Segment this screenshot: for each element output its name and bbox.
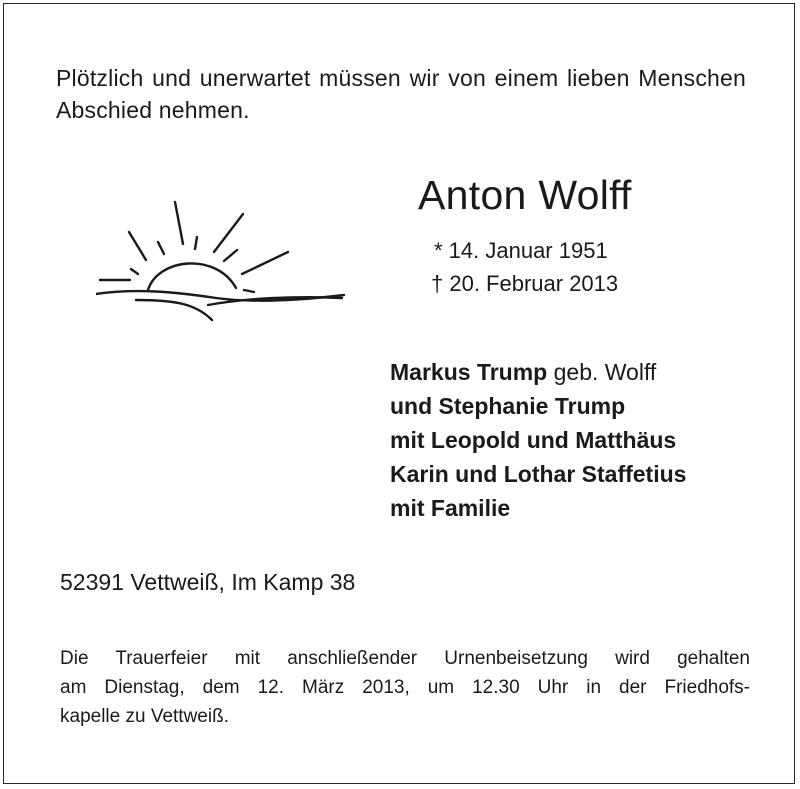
mourner-name: Markus Trump	[390, 359, 548, 385]
sunset-icon	[96, 192, 348, 324]
service-line: Die Trauerfeier mit anschließender Urnenbeisetzung wird gehalten	[60, 648, 750, 669]
mourner-line: und Stephanie Trump	[390, 393, 626, 419]
life-dates	[431, 234, 619, 300]
mourner-line: mit Familie	[390, 495, 511, 521]
obituary-notice	[3, 3, 795, 784]
birth-date: * 14. Januar 1951	[434, 238, 608, 263]
death-date: † 20. Februar 2013	[431, 271, 619, 296]
mourner-line: mit Leopold und Matthäus	[390, 427, 677, 453]
mourners-list	[390, 355, 686, 525]
intro-text: Plötzlich und unerwartet müssen wir von einem lieben Menschen Abschied nehmen.	[56, 65, 746, 123]
service-line: kapelle zu Vettweiß.	[60, 706, 229, 727]
service-info	[60, 644, 750, 731]
service-line: am Dienstag, dem 12. März 2013, um 12.30 Uhr in der Friedhofs-	[60, 677, 750, 698]
address: 52391 Vettweiß, Im Kamp 38	[60, 569, 356, 595]
birth-name: geb. Wolff	[547, 359, 657, 385]
deceased-name: Anton Wolff	[418, 172, 632, 218]
mourner-line: Karin und Lothar Staffetius	[390, 461, 687, 487]
mourner-line	[390, 355, 686, 389]
